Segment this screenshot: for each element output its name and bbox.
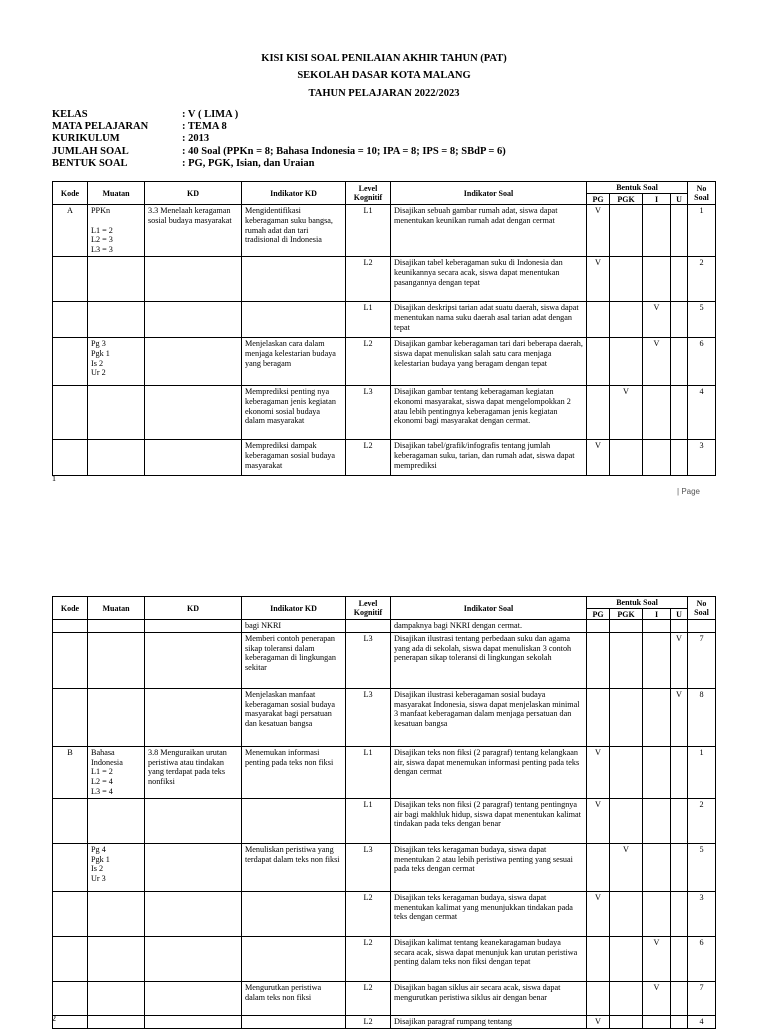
cell-soal: Disajikan teks keragaman budaya, siswa dapat menentukan kalimat yang menunjukkan tindakan pada teks dengan cermat bbox=[391, 891, 587, 936]
col-u-header: U bbox=[671, 609, 688, 620]
cell-muatan: PPKn L1 = 2 L2 = 3 L3 = 3 bbox=[88, 205, 145, 257]
cell-soal: dampaknya bagi NKRI dengan cermat. bbox=[391, 620, 587, 633]
col-indikator-soal-header: Indikator Soal bbox=[391, 597, 587, 620]
cell-muatan bbox=[88, 256, 145, 301]
cell-pgk bbox=[610, 632, 643, 688]
cell-i: V bbox=[643, 301, 671, 337]
cell-muatan: Pg 4 Pgk 1 Is 2 Ur 3 bbox=[88, 843, 145, 891]
meta-key: KELAS bbox=[52, 109, 88, 120]
cell-kd bbox=[145, 936, 242, 981]
cell-level: L2 bbox=[346, 256, 391, 301]
table-row bbox=[53, 798, 716, 843]
cell-pg: V bbox=[587, 746, 610, 798]
table-row bbox=[53, 337, 716, 385]
cell-pg: V bbox=[587, 798, 610, 843]
col-i-header: I bbox=[643, 609, 671, 620]
cell-u: V bbox=[671, 688, 688, 746]
cell-pgk bbox=[610, 798, 643, 843]
col-kd-header: KD bbox=[145, 182, 242, 205]
cell-pg bbox=[587, 337, 610, 385]
cell-soal: Disajikan kalimat tentang keanekaragaman budaya secara acak, siswa dapat menunjuk kan urutan peristiwa penting dalam teks non fiksi dengan tepat bbox=[391, 936, 587, 981]
cell-no: 3 bbox=[688, 891, 716, 936]
cell-ind-kd: Mengidentifikasi keberagaman suku bangsa, rumah adat dan tari tradisional di Indonesia bbox=[242, 205, 346, 257]
page-label: | Page bbox=[677, 487, 700, 496]
cell-pgk bbox=[610, 439, 643, 475]
cell-pgk: V bbox=[610, 843, 643, 891]
cell-pgk: V bbox=[610, 385, 643, 439]
cell-u bbox=[671, 843, 688, 891]
cell-kd bbox=[145, 843, 242, 891]
cell-no: 8 bbox=[688, 688, 716, 746]
cell-level: L1 bbox=[346, 746, 391, 798]
cell-i bbox=[643, 632, 671, 688]
meta-key: BENTUK SOAL bbox=[52, 157, 128, 169]
meta-row bbox=[52, 109, 692, 121]
cell-kd bbox=[145, 798, 242, 843]
cell-i bbox=[643, 891, 671, 936]
doc-title-line1: KISI KISI SOAL PENILAIAN AKHIR TAHUN (PAT) bbox=[261, 53, 507, 64]
cell-u bbox=[671, 891, 688, 936]
cell-pgk bbox=[610, 620, 643, 633]
cell-kd: 3.8 Menguraikan urutan peristiwa atau tindakan yang terdapat pada teks nonfiksi bbox=[145, 746, 242, 798]
meta-value: : 2013 bbox=[182, 133, 210, 145]
cell-level: L2 bbox=[346, 936, 391, 981]
table-row bbox=[53, 301, 716, 337]
cell-pgk bbox=[610, 936, 643, 981]
cell-pg bbox=[587, 936, 610, 981]
cell-pg: V bbox=[587, 439, 610, 475]
cell-ind-kd bbox=[242, 1015, 346, 1028]
cell-muatan bbox=[88, 891, 145, 936]
cell-u bbox=[671, 337, 688, 385]
cell-kode bbox=[53, 632, 88, 688]
cell-u bbox=[671, 981, 688, 1015]
cell-kd: 3.3 Menelaah keragaman sosial budaya masyarakat bbox=[145, 205, 242, 257]
col-pgk-header: PGK bbox=[610, 194, 643, 205]
col-kd-header: KD bbox=[145, 597, 242, 620]
cell-kode bbox=[53, 981, 88, 1015]
cell-i bbox=[643, 256, 671, 301]
cell-u bbox=[671, 746, 688, 798]
cell-level: L3 bbox=[346, 843, 391, 891]
cell-pg bbox=[587, 632, 610, 688]
table-row bbox=[53, 936, 716, 981]
cell-u bbox=[671, 256, 688, 301]
cell-i bbox=[643, 843, 671, 891]
cell-soal: Disajikan teks non fiksi (2 paragraf) tentang pentingnya air bagi makhluk hidup, siswa dapat menentukan kalimat tindakan pada teks dengan benar bbox=[391, 798, 587, 843]
cell-soal: Disajikan deskripsi tarian adat suatu daerah, siswa dapat menentukan nama suku daerah asal tarian adat dengan tepat bbox=[391, 301, 587, 337]
cell-pgk bbox=[610, 746, 643, 798]
cell-soal: Disajikan paragraf rumpang tentang bbox=[391, 1015, 587, 1028]
cell-no: 2 bbox=[688, 256, 716, 301]
col-u-header: U bbox=[671, 194, 688, 205]
doc-title-line2: SEKOLAH DASAR KOTA MALANG bbox=[297, 70, 471, 81]
cell-soal: Disajikan teks keragaman budaya, siswa dapat menentukan 2 atau lebih peristiwa penting yang sesuai pada teks dengan cermat bbox=[391, 843, 587, 891]
cell-muatan bbox=[88, 301, 145, 337]
cell-u bbox=[671, 439, 688, 475]
table-row bbox=[53, 632, 716, 688]
cell-i: V bbox=[643, 936, 671, 981]
cell-ind-kd bbox=[242, 936, 346, 981]
cell-u bbox=[671, 798, 688, 843]
col-i-header: I bbox=[643, 194, 671, 205]
cell-soal: Disajikan gambar tentang keberagaman kegiatan ekonomi masyarakat, siswa dapat mengelompokkan 2 atau lebih pentingnya keberagaman jenis kegiatan ekonomi bagi masyarakat dengan cermat. bbox=[391, 385, 587, 439]
cell-kode bbox=[53, 256, 88, 301]
cell-kode bbox=[53, 891, 88, 936]
cell-kode bbox=[53, 843, 88, 891]
cell-level: L2 bbox=[346, 891, 391, 936]
col-indikator-kd-header: Indikator KD bbox=[242, 597, 346, 620]
cell-ind-kd: Menjelaskan manfaat keberagaman sosial budaya masyarakat bagi persatuan dan kesatuan bangsa bbox=[242, 688, 346, 746]
col-level-header: Level Kognitif bbox=[346, 182, 391, 205]
cell-pgk bbox=[610, 301, 643, 337]
cell-pg bbox=[587, 843, 610, 891]
cell-soal: Disajikan gambar keberagaman tari dari beberapa daerah, siswa dapat menuliskan salah satu cara menjaga kelestarian budaya yang beragam dengan tepat bbox=[391, 337, 587, 385]
cell-ind-kd: bagi NKRI bbox=[242, 620, 346, 633]
cell-kd bbox=[145, 301, 242, 337]
cell-level: L1 bbox=[346, 301, 391, 337]
cell-no: 2 bbox=[688, 798, 716, 843]
cell-kode bbox=[53, 688, 88, 746]
cell-muatan bbox=[88, 620, 145, 633]
cell-i bbox=[643, 798, 671, 843]
cell-kode bbox=[53, 798, 88, 843]
col-pg-header: PG bbox=[587, 194, 610, 205]
table-row bbox=[53, 688, 716, 746]
cell-pgk bbox=[610, 688, 643, 746]
page-number: 1 bbox=[52, 474, 56, 483]
cell-ind-kd bbox=[242, 891, 346, 936]
cell-level: L3 bbox=[346, 632, 391, 688]
cell-kode bbox=[53, 337, 88, 385]
cell-muatan bbox=[88, 936, 145, 981]
cell-pgk bbox=[610, 891, 643, 936]
cell-level: L2 bbox=[346, 439, 391, 475]
table-row bbox=[53, 439, 716, 475]
cell-i bbox=[643, 620, 671, 633]
cell-i bbox=[643, 746, 671, 798]
cell-kd bbox=[145, 439, 242, 475]
cell-kode: A bbox=[53, 205, 88, 257]
col-indikator-soal-header: Indikator Soal bbox=[391, 182, 587, 205]
cell-ind-kd: Mengurutkan peristiwa dalam teks non fiksi bbox=[242, 981, 346, 1015]
cell-i bbox=[643, 385, 671, 439]
doc-title-line3: TAHUN PELAJARAN 2022/2023 bbox=[308, 88, 460, 99]
cell-pg: V bbox=[587, 1015, 610, 1028]
cell-soal: Disajikan teks non fiksi (2 paragraf) tentang kelangkaan air, siswa dapat menemukan informasi penting pada teks dengan cermat bbox=[391, 746, 587, 798]
cell-kd bbox=[145, 620, 242, 633]
cell-kode bbox=[53, 1015, 88, 1028]
cell-i bbox=[643, 439, 671, 475]
meta-value: : V ( LIMA ) bbox=[182, 109, 239, 120]
cell-muatan bbox=[88, 385, 145, 439]
cell-muatan bbox=[88, 439, 145, 475]
cell-kd bbox=[145, 1015, 242, 1028]
cell-no: 7 bbox=[688, 981, 716, 1015]
cell-no: 5 bbox=[688, 301, 716, 337]
cell-kd bbox=[145, 891, 242, 936]
cell-pg bbox=[587, 620, 610, 633]
kisi-table-page1 bbox=[52, 181, 716, 476]
cell-kode bbox=[53, 301, 88, 337]
cell-soal: Disajikan sebuah gambar rumah adat, siswa dapat menentukan keunikan rumah adat dengan cermat bbox=[391, 205, 587, 257]
meta-value: : TEMA 8 bbox=[182, 121, 227, 133]
cell-soal: Disajikan tabel keberagaman suku di Indonesia dan keunikannya secara acak, siswa dapat menentukan pasangannya dengan tepat bbox=[391, 256, 587, 301]
cell-ind-kd: Memprediksi dampak keberagaman sosial budaya masyarakat bbox=[242, 439, 346, 475]
cell-soal: Disajikan tabel/grafik/infografis tentang jumlah keberagaman suku, tarian, dan rumah adat, siswa dapat memprediksi bbox=[391, 439, 587, 475]
meta-key: JUMLAH SOAL bbox=[52, 145, 129, 157]
cell-u bbox=[671, 205, 688, 257]
cell-pg: V bbox=[587, 205, 610, 257]
cell-no: 4 bbox=[688, 385, 716, 439]
cell-level: L2 bbox=[346, 1015, 391, 1028]
bentuk-soal-header: Bentuk Soal bbox=[587, 597, 688, 609]
cell-u bbox=[671, 620, 688, 633]
meta-row bbox=[52, 158, 692, 170]
cell-pg bbox=[587, 981, 610, 1015]
cell-kode bbox=[53, 936, 88, 981]
cell-i: V bbox=[643, 981, 671, 1015]
meta-key: KURIKULUM bbox=[52, 133, 120, 145]
cell-ind-kd: Menemukan informasi penting pada teks non fiksi bbox=[242, 746, 346, 798]
table-row bbox=[53, 1015, 716, 1028]
cell-pgk bbox=[610, 256, 643, 301]
cell-pg: V bbox=[587, 256, 610, 301]
cell-level: L3 bbox=[346, 688, 391, 746]
cell-soal: Disajikan ilustrasi keberagaman sosial budaya masyarakat Indonesia, siswa dapat menjelaskan minimal 3 manfaat keberagaman dalam menjaga persatuan dan kesatuan bangsa bbox=[391, 688, 587, 746]
cell-pgk bbox=[610, 1015, 643, 1028]
cell-level bbox=[346, 620, 391, 633]
col-muatan-header: Muatan bbox=[88, 182, 145, 205]
cell-ind-kd: Memberi contoh penerapan sikap toleransi dalam keberagaman di lingkungan sekitar bbox=[242, 632, 346, 688]
cell-muatan bbox=[88, 798, 145, 843]
cell-kode bbox=[53, 385, 88, 439]
cell-muatan bbox=[88, 688, 145, 746]
table-row bbox=[53, 256, 716, 301]
cell-level: L1 bbox=[346, 205, 391, 257]
cell-no: 3 bbox=[688, 439, 716, 475]
cell-ind-kd: Memprediksi penting nya keberagaman jenis kegiatan ekonomi sosial budaya dalam masyarakat bbox=[242, 385, 346, 439]
cell-ind-kd bbox=[242, 798, 346, 843]
table-row bbox=[53, 843, 716, 891]
cell-no: 6 bbox=[688, 337, 716, 385]
cell-level: L2 bbox=[346, 981, 391, 1015]
cell-kode bbox=[53, 439, 88, 475]
cell-kd bbox=[145, 385, 242, 439]
cell-kd bbox=[145, 632, 242, 688]
col-kode-header: Kode bbox=[53, 597, 88, 620]
cell-level: L1 bbox=[346, 798, 391, 843]
page-number: 2 bbox=[52, 1014, 56, 1023]
cell-kode bbox=[53, 620, 88, 633]
col-kode-header: Kode bbox=[53, 182, 88, 205]
cell-pg: V bbox=[587, 891, 610, 936]
meta-value: : PG, PGK, Isian, dan Uraian bbox=[182, 157, 315, 169]
cell-kd bbox=[145, 337, 242, 385]
bentuk-soal-header: Bentuk Soal bbox=[587, 182, 688, 194]
cell-ind-kd: Menuliskan peristiwa yang terdapat dalam teks non fiksi bbox=[242, 843, 346, 891]
no-soal-header: No Soal bbox=[688, 182, 716, 205]
table-row bbox=[53, 205, 716, 257]
col-level-header: Level Kognitif bbox=[346, 597, 391, 620]
cell-ind-kd bbox=[242, 301, 346, 337]
table-row bbox=[53, 620, 716, 633]
cell-u: V bbox=[671, 632, 688, 688]
cell-soal: Disajikan ilustrasi tentang perbedaan suku dan agama yang ada di sekolah, siswa dapat menuliskan 3 contoh penerapan sikap toleransi di lingkungan sekolah bbox=[391, 632, 587, 688]
meta-row bbox=[52, 146, 692, 158]
cell-no: 7 bbox=[688, 632, 716, 688]
cell-ind-kd: Menjelaskan cara dalam menjaga kelestarian budaya yang beragam bbox=[242, 337, 346, 385]
cell-muatan bbox=[88, 981, 145, 1015]
cell-muatan: Pg 3 Pgk 1 Is 2 Ur 2 bbox=[88, 337, 145, 385]
no-soal-header: No Soal bbox=[688, 597, 716, 620]
table-row bbox=[53, 981, 716, 1015]
cell-no: 5 bbox=[688, 843, 716, 891]
cell-u bbox=[671, 385, 688, 439]
cell-level: L2 bbox=[346, 337, 391, 385]
col-pg-header: PG bbox=[587, 609, 610, 620]
cell-muatan bbox=[88, 1015, 145, 1028]
cell-no: 1 bbox=[688, 205, 716, 257]
cell-pg bbox=[587, 301, 610, 337]
cell-u bbox=[671, 301, 688, 337]
cell-pgk bbox=[610, 981, 643, 1015]
cell-soal: Disajikan bagan siklus air secara acak, siswa dapat mengurutkan peristiwa siklus air dengan benar bbox=[391, 981, 587, 1015]
cell-i: V bbox=[643, 337, 671, 385]
cell-no: 4 bbox=[688, 1015, 716, 1028]
table-row bbox=[53, 385, 716, 439]
meta-row bbox=[52, 121, 692, 133]
meta-value: : 40 Soal (PPKn = 8; Bahasa Indonesia = 10; IPA = 8; IPS = 8; SBdP = 6) bbox=[182, 145, 506, 157]
col-muatan-header: Muatan bbox=[88, 597, 145, 620]
cell-no: 6 bbox=[688, 936, 716, 981]
cell-no bbox=[688, 620, 716, 633]
cell-pgk bbox=[610, 205, 643, 257]
cell-pg bbox=[587, 385, 610, 439]
cell-kd bbox=[145, 256, 242, 301]
table-row bbox=[53, 891, 716, 936]
cell-muatan bbox=[88, 632, 145, 688]
table-row bbox=[53, 746, 716, 798]
col-indikator-kd-header: Indikator KD bbox=[242, 182, 346, 205]
cell-muatan: Bahasa Indonesia L1 = 2 L2 = 4 L3 = 4 bbox=[88, 746, 145, 798]
cell-i bbox=[643, 205, 671, 257]
col-pgk-header: PGK bbox=[610, 609, 643, 620]
cell-level: L3 bbox=[346, 385, 391, 439]
cell-kd bbox=[145, 688, 242, 746]
cell-ind-kd bbox=[242, 256, 346, 301]
cell-i bbox=[643, 688, 671, 746]
kisi-table-page2 bbox=[52, 596, 716, 1029]
cell-i bbox=[643, 1015, 671, 1028]
meta-row bbox=[52, 133, 692, 145]
cell-kode: B bbox=[53, 746, 88, 798]
cell-u bbox=[671, 936, 688, 981]
cell-u bbox=[671, 1015, 688, 1028]
cell-no: 1 bbox=[688, 746, 716, 798]
cell-kd bbox=[145, 981, 242, 1015]
meta-key: MATA PELAJARAN bbox=[52, 121, 149, 133]
cell-pg bbox=[587, 688, 610, 746]
cell-pgk bbox=[610, 337, 643, 385]
